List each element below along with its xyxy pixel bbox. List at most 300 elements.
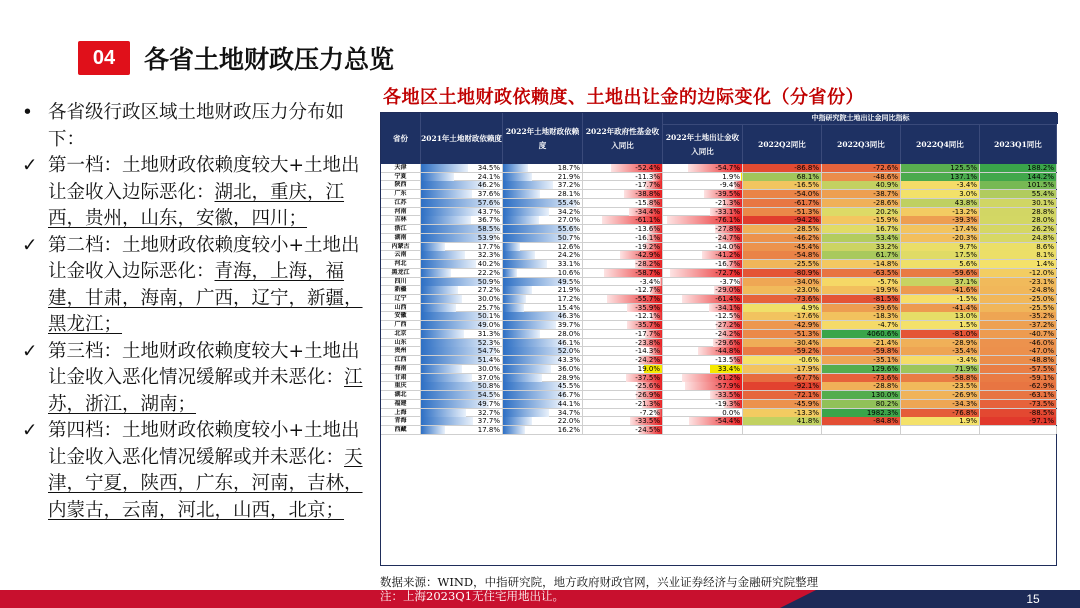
column-header-q4: 2022Q4同比	[901, 124, 980, 164]
cell-value: 27.0%	[557, 216, 580, 225]
cell-value: 24.8%	[1031, 233, 1054, 242]
cell-value: 17.7%	[477, 242, 500, 251]
cell-value: -13.2%	[952, 207, 977, 216]
cell-value: 55.6%	[557, 225, 580, 234]
cell-value: 61.7%	[875, 251, 898, 260]
province-label: 北京	[394, 329, 407, 337]
footnote: 注：上海2023Q1无住宅用地出让。	[380, 589, 565, 603]
dependency-bar	[503, 251, 535, 259]
dependency-bar	[421, 260, 476, 268]
cell-value: -25.6%	[635, 382, 660, 391]
value-cell	[743, 339, 822, 347]
value-cell	[822, 286, 901, 294]
cell-value: 1.9%	[959, 417, 977, 426]
cell-value: -23.8%	[635, 338, 660, 347]
table-row	[381, 260, 1056, 269]
cell-value: -48.6%	[873, 172, 898, 181]
cell-value: -26.9%	[952, 391, 977, 400]
value-cell	[583, 304, 663, 312]
value-cell	[743, 426, 822, 434]
value-cell	[421, 216, 503, 224]
value-cell	[822, 208, 901, 216]
value-cell	[663, 208, 743, 216]
cell-value: -63.1%	[1029, 391, 1054, 400]
value-cell	[901, 286, 980, 294]
value-cell	[980, 400, 1057, 408]
province-label: 云南	[394, 251, 407, 259]
tier-2-head: 第二档：土地财政依赖度较小+土地出让金收入边际恶化：	[48, 234, 360, 282]
cell-value: -13.3%	[794, 408, 819, 417]
value-cell	[980, 173, 1057, 181]
cell-value: 40.2%	[477, 260, 500, 269]
dependency-bar	[503, 400, 562, 408]
cell-value: -35.2%	[1029, 312, 1054, 321]
value-cell	[901, 400, 980, 408]
column-header-2023q1: 2023Q1同比	[980, 124, 1057, 164]
province-label: 四川	[394, 277, 407, 285]
cell-value: 34.2%	[557, 207, 580, 216]
cell-value: -28.5%	[794, 225, 819, 234]
province-label: 上海	[394, 408, 407, 416]
province-label: 河南	[394, 207, 407, 215]
cell-value: -16.7%	[715, 260, 740, 269]
cell-value: 27.2%	[477, 286, 500, 295]
province-cell	[381, 164, 421, 172]
province-label: 宁夏	[394, 172, 407, 180]
cell-value: 43.7%	[477, 207, 500, 216]
cell-value: -38.8%	[635, 190, 660, 199]
value-cell	[421, 304, 503, 312]
value-cell	[822, 365, 901, 373]
cell-value: 1982.3%	[866, 408, 898, 417]
cell-value: 37.7%	[477, 417, 500, 426]
value-cell	[503, 391, 583, 399]
table-row	[381, 339, 1056, 348]
tier-4-head: 第四档：土地财政依赖度较小+土地出让金收入恶化情况缓解或并未恶化：	[48, 420, 360, 468]
cell-value: -72.7%	[715, 268, 740, 277]
cell-value: -44.8%	[715, 347, 740, 356]
cell-value: 17.5%	[954, 251, 977, 260]
value-cell	[822, 295, 901, 303]
tier-1-list: 湖北，重庆，江西，贵州，山东，安徽，四川；	[48, 181, 345, 229]
value-cell	[822, 234, 901, 242]
cell-value: -27.8%	[715, 225, 740, 234]
cell-value: -7.2%	[639, 408, 660, 417]
value-cell	[743, 199, 822, 207]
cell-value: -73.5%	[1029, 399, 1054, 408]
table-row	[381, 199, 1056, 208]
value-cell	[503, 234, 583, 242]
cell-value: -76.1%	[715, 216, 740, 225]
province-label: 浙江	[394, 225, 407, 233]
value-cell	[663, 356, 743, 364]
value-cell	[663, 216, 743, 224]
value-cell	[421, 173, 503, 181]
cell-value: 1.5%	[959, 321, 977, 330]
value-cell	[663, 339, 743, 347]
value-cell	[421, 251, 503, 259]
cell-value: -88.5%	[1029, 408, 1054, 417]
value-cell	[822, 190, 901, 198]
dependency-bar	[503, 365, 551, 373]
value-cell	[901, 304, 980, 312]
value-cell	[901, 391, 980, 399]
cell-value: -35.9%	[635, 303, 660, 312]
value-cell	[980, 321, 1057, 329]
cell-value: 20.2%	[875, 207, 898, 216]
value-cell	[503, 356, 583, 364]
cell-value: -72.1%	[794, 391, 819, 400]
value-cell	[743, 190, 822, 198]
province-cell	[381, 356, 421, 364]
cell-value: 4060.6%	[866, 329, 898, 338]
cell-value: 39.7%	[557, 321, 580, 330]
province-cell	[381, 173, 421, 181]
value-cell	[663, 251, 743, 259]
cell-value: 21.9%	[557, 286, 580, 295]
value-cell	[503, 374, 583, 382]
dependency-bar	[503, 243, 520, 251]
cell-value: -57.9%	[715, 382, 740, 391]
column-header-dep-2022: 2022年土地财政依赖度	[503, 113, 583, 164]
province-label: 安徽	[394, 312, 407, 320]
value-cell	[503, 339, 583, 347]
value-cell	[663, 417, 743, 425]
cell-value: 4.9%	[801, 303, 819, 312]
value-cell	[980, 304, 1057, 312]
cell-value: -20.3%	[952, 233, 977, 242]
dependency-bar	[503, 339, 564, 347]
province-cell	[381, 312, 421, 320]
dependency-bar	[503, 426, 525, 434]
cell-value: 37.6%	[477, 190, 500, 199]
cell-value: -28.9%	[952, 338, 977, 347]
cell-value: 49.7%	[477, 399, 500, 408]
value-cell	[980, 164, 1057, 172]
dependency-bar	[503, 417, 532, 425]
value-cell	[421, 278, 503, 286]
value-cell	[980, 286, 1057, 294]
cell-value: -38.7%	[873, 190, 898, 199]
table-row	[381, 278, 1056, 287]
cell-value: 5.6%	[959, 260, 977, 269]
value-cell	[583, 190, 663, 198]
province-label: 湖北	[394, 391, 407, 399]
cell-value: 32.3%	[477, 251, 500, 260]
cell-value: 33.1%	[557, 260, 580, 269]
province-cell	[381, 234, 421, 242]
value-cell	[503, 260, 583, 268]
value-cell	[663, 173, 743, 181]
column-header-q3: 2022Q3同比	[822, 124, 901, 164]
cell-value: -13.6%	[635, 225, 660, 234]
value-cell	[503, 409, 583, 417]
value-cell	[822, 347, 901, 355]
cell-value: 49.5%	[557, 277, 580, 286]
cell-value: -39.6%	[873, 303, 898, 312]
value-cell	[743, 312, 822, 320]
value-cell	[822, 409, 901, 417]
dependency-bar	[421, 304, 456, 312]
cell-value: -28.8%	[873, 382, 898, 391]
cell-value: 58.5%	[477, 225, 500, 234]
cell-value: -23.0%	[794, 286, 819, 295]
cell-value: 8.1%	[1036, 251, 1054, 260]
cell-value: 17.2%	[557, 295, 580, 304]
cell-value: 26.2%	[1031, 225, 1054, 234]
value-cell	[663, 330, 743, 338]
value-cell	[503, 269, 583, 277]
table-row	[381, 312, 1056, 321]
column-header-province: 省份	[381, 113, 421, 164]
value-cell	[421, 391, 503, 399]
province-cell	[381, 426, 421, 434]
value-cell	[822, 269, 901, 277]
value-cell	[583, 181, 663, 189]
province-cell	[381, 409, 421, 417]
value-cell	[980, 190, 1057, 198]
cell-value: 50.1%	[477, 312, 500, 321]
table-row	[381, 426, 1056, 435]
value-cell	[503, 347, 583, 355]
value-cell	[583, 234, 663, 242]
bullet-dot-icon: •	[22, 102, 33, 123]
cell-value: -21.4%	[873, 338, 898, 347]
cell-value: 34.7%	[557, 408, 580, 417]
cell-value: 1.9%	[722, 172, 740, 181]
value-cell	[743, 400, 822, 408]
dependency-bar	[503, 190, 540, 198]
cell-value: -24.7%	[715, 233, 740, 242]
dependency-bar	[503, 173, 532, 181]
value-cell	[901, 356, 980, 364]
value-cell	[743, 216, 822, 224]
dependency-bar	[503, 164, 528, 172]
table-row	[381, 409, 1056, 418]
value-cell	[503, 164, 583, 172]
dependency-bar	[421, 216, 471, 224]
cell-value: -17.7%	[635, 181, 660, 190]
title-bar	[78, 40, 394, 76]
cell-value: -57.5%	[1029, 364, 1054, 373]
value-cell	[663, 225, 743, 233]
value-cell	[822, 173, 901, 181]
value-cell	[583, 365, 663, 373]
cell-value: -4.7%	[877, 321, 898, 330]
value-cell	[743, 304, 822, 312]
dependency-bar	[421, 295, 462, 303]
dependency-bar	[421, 269, 451, 277]
value-cell	[663, 260, 743, 268]
cell-value: -3.4%	[956, 181, 977, 190]
dependency-bar	[503, 295, 526, 303]
table-row	[381, 365, 1056, 374]
cell-value: 36.7%	[477, 216, 500, 225]
value-cell	[503, 190, 583, 198]
value-cell	[901, 330, 980, 338]
cell-value: -15.8%	[635, 198, 660, 207]
cell-value: -39.5%	[715, 190, 740, 199]
province-label: 西藏	[394, 426, 407, 434]
cell-value: -30.4%	[794, 338, 819, 347]
value-cell	[743, 391, 822, 399]
cell-value: -1.5%	[956, 295, 977, 304]
tier-3	[22, 339, 367, 419]
value-cell	[743, 321, 822, 329]
value-cell	[743, 164, 822, 172]
source-note: 数据来源：WIND，中指研究院，地方政府财政官网，兴业证券经济与金融研究院整理	[380, 575, 819, 589]
dependency-bar	[421, 251, 465, 259]
value-cell	[743, 374, 822, 382]
table-row	[381, 330, 1056, 339]
checkmark-icon: ✓	[22, 234, 38, 256]
province-cell	[381, 417, 421, 425]
cell-value: -42.9%	[635, 251, 660, 260]
table-row	[381, 356, 1056, 365]
value-cell	[980, 356, 1057, 364]
dependency-bar	[421, 374, 472, 382]
value-cell	[743, 330, 822, 338]
province-label: 河北	[394, 260, 407, 268]
cell-value: -3.4%	[956, 356, 977, 365]
dependency-bar	[503, 304, 524, 312]
value-cell	[822, 164, 901, 172]
value-cell	[901, 173, 980, 181]
value-cell	[743, 208, 822, 216]
dependency-bar	[503, 216, 539, 224]
value-cell	[663, 243, 743, 251]
cell-value: 125.5%	[950, 164, 977, 172]
cell-value: -94.2%	[794, 216, 819, 225]
dependency-bar	[503, 260, 547, 268]
cell-value: -24.5%	[635, 426, 660, 435]
cell-value: 0.0%	[722, 408, 740, 417]
tier-2	[22, 233, 367, 339]
value-cell	[980, 417, 1057, 425]
cell-value: 16.2%	[557, 426, 580, 435]
value-cell	[583, 347, 663, 355]
cell-value: 1.4%	[1036, 260, 1054, 269]
intro-paragraph	[22, 100, 367, 153]
cell-value: 130.0%	[871, 391, 898, 400]
dependency-bar	[421, 417, 473, 425]
table-row	[381, 304, 1056, 313]
value-cell	[503, 426, 583, 434]
value-cell	[583, 173, 663, 181]
value-cell	[743, 382, 822, 390]
value-cell	[421, 243, 503, 251]
dependency-bar	[421, 208, 481, 216]
value-cell	[980, 225, 1057, 233]
cell-value: -14.3%	[635, 347, 660, 356]
value-cell	[901, 208, 980, 216]
province-label: 天津	[394, 164, 407, 171]
value-cell	[421, 208, 503, 216]
checkmark-icon: ✓	[22, 340, 38, 362]
cell-value: -42.9%	[794, 321, 819, 330]
dependency-bar	[503, 286, 532, 294]
dependency-bar	[421, 286, 458, 294]
province-cell	[381, 251, 421, 259]
value-cell	[743, 347, 822, 355]
value-cell	[901, 269, 980, 277]
cell-value: 54.5%	[477, 391, 500, 400]
cell-value: 31.3%	[477, 329, 500, 338]
cell-value: 53.4%	[875, 233, 898, 242]
cell-value: 101.5%	[1027, 181, 1054, 190]
cell-value: 57.6%	[477, 198, 500, 207]
cell-value: 137.1%	[950, 172, 977, 181]
cell-value: -46.2%	[794, 233, 819, 242]
value-cell	[583, 356, 663, 364]
cell-value: -62.9%	[1029, 382, 1054, 391]
value-cell	[901, 199, 980, 207]
value-cell	[421, 269, 503, 277]
dependency-bar	[421, 243, 445, 251]
cell-value: -21.3%	[635, 399, 660, 408]
value-cell	[901, 164, 980, 172]
chart-title: 各地区土地财政依赖度、土地出让金的边际变化（分省份）	[383, 87, 864, 108]
value-cell	[663, 400, 743, 408]
dependency-bar	[503, 374, 542, 382]
cell-value: -39.3%	[952, 216, 977, 225]
cell-value: 37.0%	[477, 373, 500, 382]
province-cell	[381, 304, 421, 312]
table-row	[381, 400, 1056, 409]
value-cell	[743, 365, 822, 373]
value-cell	[743, 417, 822, 425]
table-row	[381, 347, 1056, 356]
value-cell	[421, 312, 503, 320]
value-cell	[503, 286, 583, 294]
cell-value: -33.1%	[715, 207, 740, 216]
value-cell	[583, 409, 663, 417]
cell-value: -55.7%	[635, 295, 660, 304]
checkmark-icon: ✓	[22, 420, 38, 441]
cell-value: 22.0%	[557, 417, 580, 426]
cell-value: -18.3%	[873, 312, 898, 321]
value-cell	[822, 321, 901, 329]
value-cell	[822, 278, 901, 286]
value-cell	[980, 234, 1057, 242]
cell-value: 28.8%	[1031, 207, 1054, 216]
value-cell	[583, 321, 663, 329]
value-cell	[743, 269, 822, 277]
value-cell	[901, 426, 980, 434]
value-cell	[663, 234, 743, 242]
cell-value: -34.1%	[715, 303, 740, 312]
table-row	[381, 321, 1056, 330]
cell-value: 9.7%	[959, 242, 977, 251]
cell-value: -25.5%	[794, 260, 819, 269]
cell-value: -34.4%	[635, 207, 660, 216]
cell-value: 52.3%	[477, 338, 500, 347]
value-cell	[663, 190, 743, 198]
value-cell	[901, 243, 980, 251]
cell-value: -76.8%	[952, 408, 977, 417]
value-cell	[503, 251, 583, 259]
cell-value: -45.9%	[794, 399, 819, 408]
cell-value: -51.3%	[794, 329, 819, 338]
cell-value: -41.4%	[952, 303, 977, 312]
value-cell	[743, 286, 822, 294]
cell-value: -81.5%	[873, 295, 898, 304]
cell-value: 188.2%	[1027, 164, 1054, 172]
intro-text: 各省级行政区域土地财政压力分布如下：	[48, 102, 345, 150]
table-row	[381, 208, 1056, 217]
value-cell	[743, 295, 822, 303]
tier-3-list: 江苏，浙江，湖南；	[48, 367, 363, 415]
